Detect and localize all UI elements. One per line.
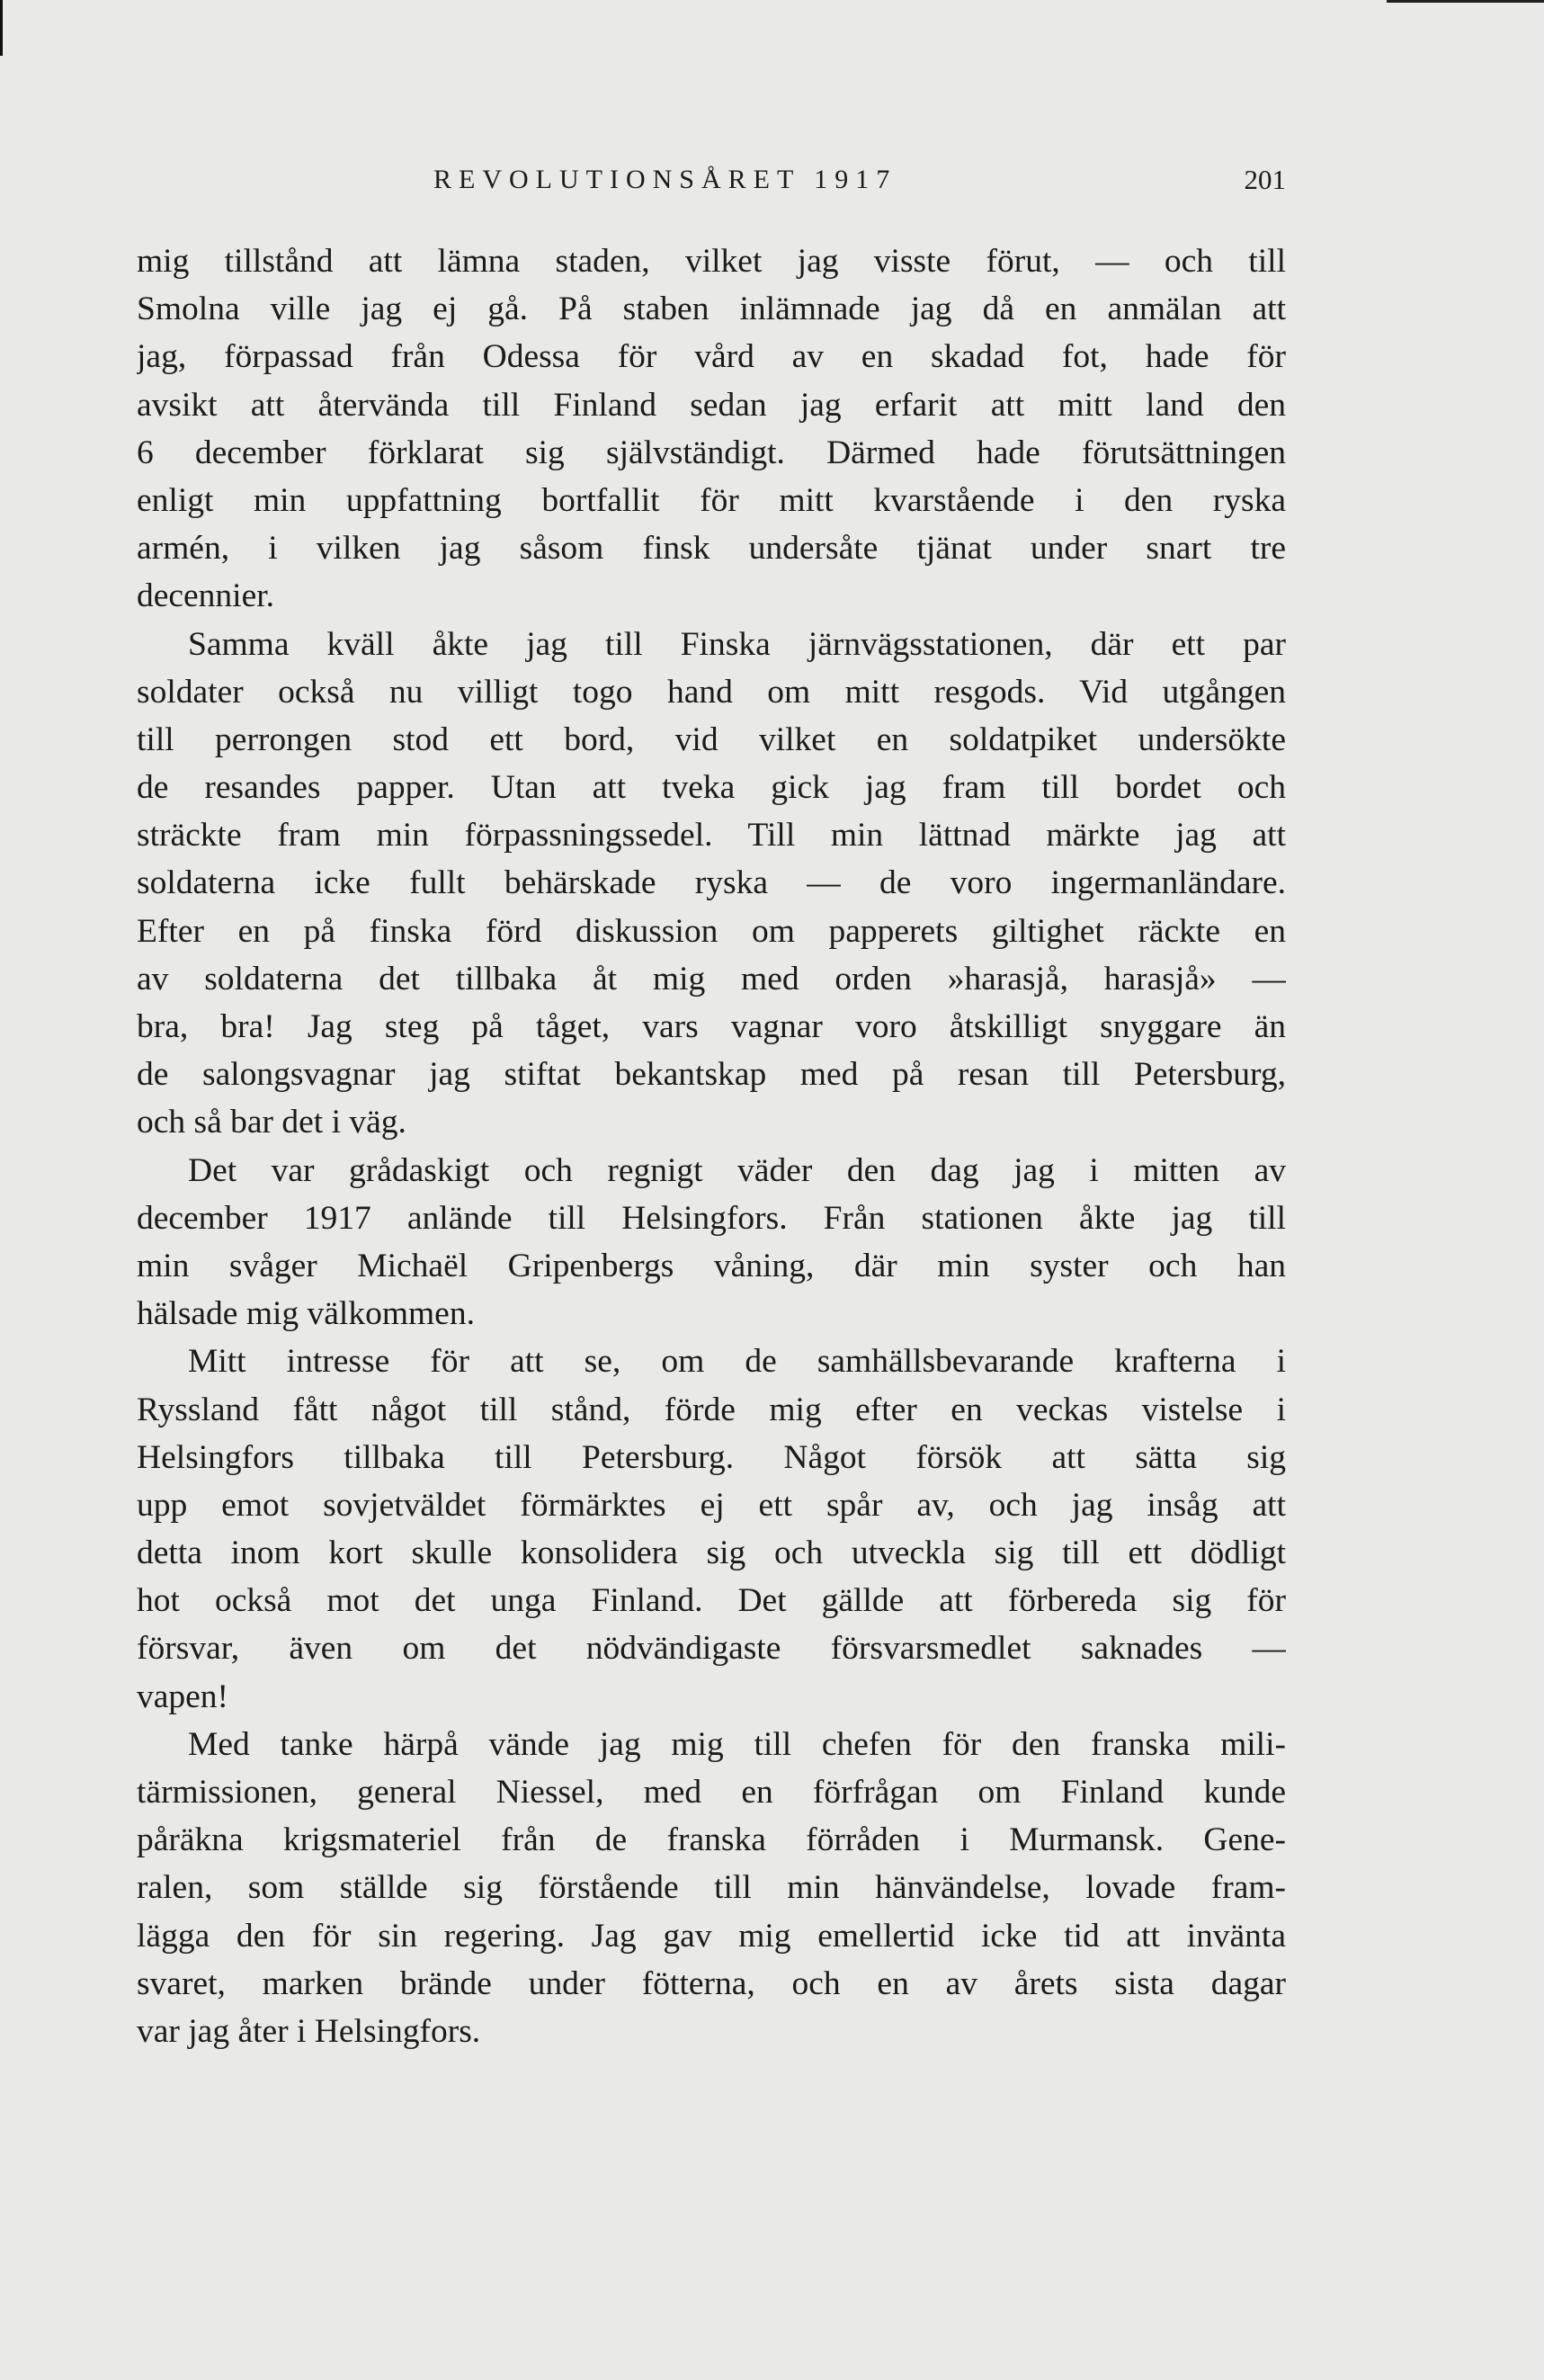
text-line: Mitt intresse för att se, om de samhällsbevarande krafterna i	[188, 1343, 1286, 1381]
text-line: hälsade mig välkommen.	[137, 1295, 475, 1333]
text-line: ralen, som ställde sig förstående till min hänvändelse, lovade fram-	[137, 1869, 1286, 1907]
text-line: upp emot sovjetväldet förmärktes ej ett spår av, och jag insåg att	[137, 1486, 1286, 1524]
text-line: var jag åter i Helsingfors.	[137, 2012, 481, 2050]
text-line: enligt min uppfattning bortfallit för mitt kvarstående i den ryska	[137, 481, 1286, 519]
text-line: detta inom kort skulle konsolidera sig och utveckla sig till ett dödligt	[137, 1534, 1286, 1572]
text-line: Helsingfors tillbaka till Petersburg. Något försök att sätta sig	[137, 1438, 1286, 1476]
text-line: Efter en på finska förd diskussion om papperets giltighet räckte en	[137, 912, 1286, 950]
text-line: sträckte fram min förpassningssedel. Till min lättnad märkte jag att	[137, 817, 1286, 854]
scan-edge-mark	[1387, 0, 1544, 3]
text-line: december 1917 anlände till Helsingfors. Från stationen åkte jag till	[137, 1199, 1286, 1237]
text-line: och så bar det i väg.	[137, 1104, 406, 1141]
text-line: soldater också nu villigt togo hand om mitt resgods. Vid utgången	[137, 673, 1286, 711]
text-line: hot också mot det unga Finland. Det gällde att förbereda sig för	[137, 1582, 1286, 1620]
text-line: armén, i vilken jag såsom finsk undersåte tjänat under snart tre	[137, 530, 1286, 568]
body-text	[137, 237, 1286, 2055]
text-line: Samma kväll åkte jag till Finska järnvägsstationen, där ett par	[188, 625, 1286, 663]
text-line: till perrongen stod ett bord, vid vilket en soldatpiket undersökte	[137, 720, 1286, 758]
text-line: 6 december förklarat sig självständigt. Därmed hade förutsättningen	[137, 434, 1286, 471]
page-number: 201	[1244, 164, 1286, 195]
text-line: Ryssland fått något till stånd, förde mig efter en veckas vistelse i	[137, 1391, 1286, 1428]
text-line: jag, förpassad från Odessa för vård av en skadad fot, hade för	[137, 338, 1286, 376]
text-line: tärmissionen, general Niessel, med en förfrågan om Finland kunde	[137, 1774, 1286, 1811]
text-line: mig tillstånd att lämna staden, vilket jag visste förut, — och till	[137, 243, 1286, 280]
text-line: Smolna ville jag ej gå. På staben inlämnade jag då en anmälan att	[137, 291, 1286, 328]
text-line: avsikt att återvända till Finland sedan jag erfarit att mitt land den	[137, 386, 1286, 424]
text-line: Det var grådaskigt och regnigt väder den dag jag i mitten av	[188, 1151, 1286, 1189]
text-line: vapen!	[137, 1678, 229, 1715]
running-head-title: REVOLUTIONSÅRET 1917	[433, 165, 897, 194]
text-line: decennier.	[137, 577, 275, 615]
text-line: bra, bra! Jag steg på tåget, vars vagnar voro åtskilligt snyggare än	[137, 1008, 1286, 1045]
text-line: av soldaterna det tillbaka åt mig med orden »harasjå, harasjå» —	[137, 960, 1286, 998]
text-line: påräkna krigsmateriel från de franska förråden i Murmansk. Gene-	[137, 1821, 1286, 1859]
text-line: soldaterna icke fullt behärskade ryska — de voro ingermanländare.	[137, 864, 1286, 902]
scan-edge-mark	[0, 0, 3, 56]
text-line: lägga den för sin regering. Jag gav mig emellertid icke tid att invänta	[137, 1917, 1286, 1955]
text-line: försvar, även om det nödvändigaste försvarsmedlet saknades —	[137, 1630, 1286, 1668]
text-line: svaret, marken brände under fötterna, och en av årets sista dagar	[137, 1964, 1286, 2002]
text-line: de salongsvagnar jag stiftat bekantskap med på resan till Petersburg,	[137, 1056, 1286, 1094]
text-line: de resandes papper. Utan att tveka gick jag fram till bordet och	[137, 769, 1286, 807]
text-line: Med tanke härpå vände jag mig till chefen för den franska mili-	[188, 1725, 1286, 1763]
text-line: min svåger Michaël Gripenbergs våning, där min syster och han	[137, 1247, 1286, 1284]
